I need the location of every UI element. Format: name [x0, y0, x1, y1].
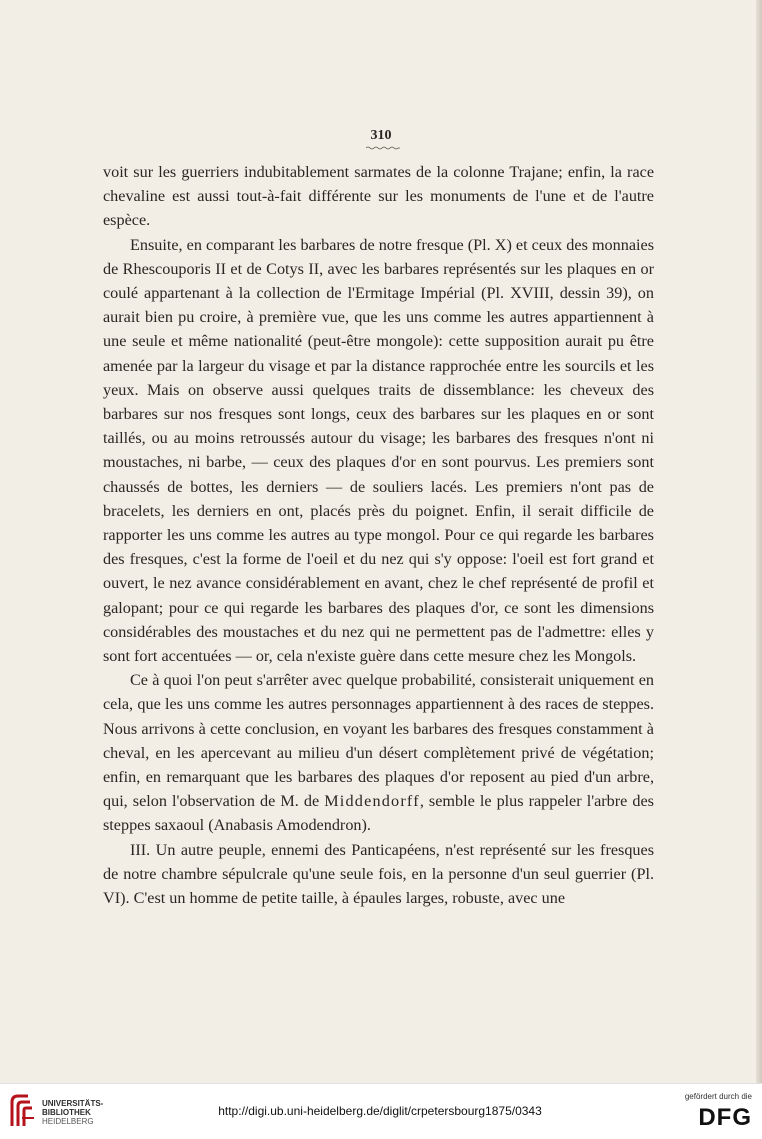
page-number: 310	[370, 128, 392, 143]
library-name-line-2: BIBLIOTHEK	[42, 1108, 91, 1117]
sponsor-caption: gefördert durch die	[684, 1092, 752, 1101]
library-name	[42, 1099, 103, 1126]
dfg-logo-icon[interactable]: DFG	[698, 1104, 752, 1131]
permalink-url[interactable]: http://digi.ub.uni-heidelberg.de/diglit/crpetersbourg1875/0343	[218, 1104, 542, 1118]
page-edge-shadow	[756, 0, 762, 1083]
body-text	[103, 160, 654, 910]
paragraph-3	[103, 668, 654, 837]
paragraph-2: Ensuite, en comparant les barbares de notre fresque (Pl. X) et ceux des monnaies de Rhescouporis II et de Cotys II, avec les barbares représentés sur les plaques en or coulé appartenant à la collection de l'Ermitage Impérial (Pl. XVIII, dessin 39), on aurait bien pu croire, à première vue, que les uns comme les autres appartiennent à une seule et même nationalité (peut-être mongole): cette supposition aurait pu être amenée par la largeur du visage et par la distance rapprochée entre les sourcils et les yeux. Mais on observe aussi quelques traits de dissemblance: les cheveux des barbares sur nos fresques sont longs, ceux des barbares sur les plaques en or sont taillés, ou au moins retroussés autour du visage; les barbares des fresques n'ont ni moustaches, ni barbe, — ceux des plaques d'or en sont pourvus. Les premiers sont chaussés de bottes, les derniers — de souliers lacés. Les premiers n'ont pas de bracelets, les derniers en ont, placés près du poignet. Enfin, il serait difficile de rapporter les uns comme les autres au type mongol. Pour ce qui regarde les barbares des fresques, c'est la forme de l'oeil et du nez qui s'y oppose: l'oeil est fort grand et ouvert, le nez avance considérablement en avant, chez le chef représenté de profil et galopant; pour ce qui regarde les barbares des plaques d'or, ce sont les dimensions considérables des moustaches et du nez qui ne permettent pas de l'admettre: elles y sont fort accentuées — or, cela n'existe guère dans cette mesure chez les Mongols.	[103, 235, 654, 666]
library-name-line-3: HEIDELBERG	[42, 1117, 94, 1126]
paragraph-1: voit sur les guerriers indubitablement sarmates de la colonne Trajane; enfin, la race chevaline est aussi tout-à-fait différente sur les monuments de l'une et de l'autre espèce.	[103, 163, 654, 230]
paragraph-3-part-1: Ce à quoi l'on peut s'arrêter avec quelque probabilité, consisterait uniquement en cela, que les uns comme les autres personnages appartiennent à des races de steppes. Nous arrivons à cette conclusion, en voyant les barbares des fresques constamment à cheval, en les apercevant au milieu d'un désert complètement privé de végétation; enfin, en remarquant que les barbares des plaques d'or reposent au pied d'un arbre, qui, selon l'observation de M. de	[103, 671, 654, 811]
viewer-footer	[0, 1083, 762, 1139]
ub-heidelberg-logo-icon[interactable]	[8, 1092, 38, 1132]
paragraph-3-part-3: , semble le plus rappeler l'arbre des steppes saxaoul (Anabasis Amodendron).	[103, 792, 654, 835]
author-name-middendorff: Middendorff	[324, 792, 420, 811]
paragraph-4: III. Un autre peuple, ennemi des Panticapéens, n'est représenté sur les fresques de notre chambre sépulcrale qu'une seule fois, en la personne d'un seul guerrier (Pl. VI). C'est un homme de petite taille, à épaules larges, robuste, avec une	[103, 840, 654, 908]
page-number-ornament	[366, 146, 400, 150]
library-name-line-1: UNIVERSITÄTS-	[42, 1099, 104, 1108]
